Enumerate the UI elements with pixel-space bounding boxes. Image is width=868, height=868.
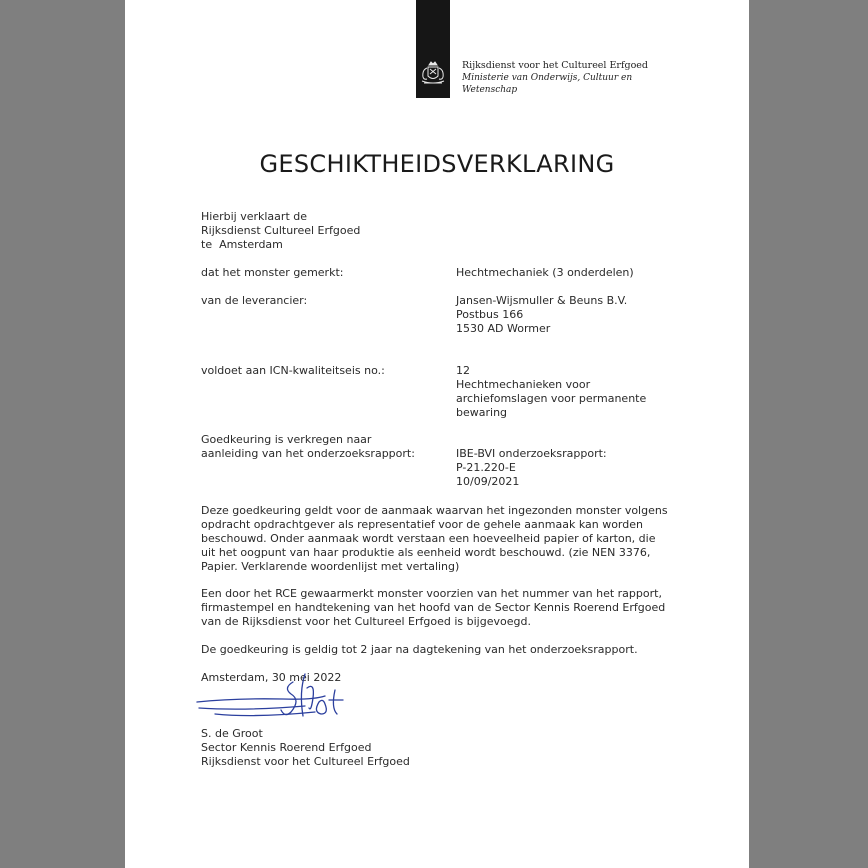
supplier-pobox: Postbus 166	[456, 308, 524, 321]
report-line-2: P-21.220-E	[456, 461, 516, 474]
approval-label-2: aanleiding van het onderzoeksrapport:	[201, 447, 415, 460]
signatory-name: S. de Groot	[201, 727, 263, 740]
requirement-number: 12	[456, 364, 470, 377]
intro-line-2: Rijksdienst Cultureel Erfgoed	[201, 224, 361, 237]
sample-value: Hechtmechaniek (3 onderdelen)	[456, 266, 634, 279]
approval-label-1: Goedkeuring is verkregen naar	[201, 433, 372, 446]
sample-label: dat het monster gemerkt:	[201, 266, 344, 279]
document-page	[125, 0, 749, 868]
document-title: GESCHIKTHEIDSVERKLARING	[259, 150, 615, 178]
handwritten-signature	[195, 668, 365, 728]
requirement-desc-2: archiefomslagen voor permanente	[456, 392, 647, 405]
ministry-line-1: Ministerie van Onderwijs, Cultuur en	[462, 73, 633, 83]
intro-line-3: te Amsterdam	[201, 238, 283, 251]
intro-line-1: Hierbij verklaart de	[201, 210, 307, 223]
report-line-1: IBE-BVI onderzoeksrapport:	[456, 447, 607, 460]
place-date: Amsterdam, 30 mei 2022	[201, 671, 342, 684]
supplier-name: Jansen-Wijsmuller & Beuns B.V.	[456, 294, 628, 307]
royal-crest-icon	[418, 58, 448, 90]
requirement-desc-1: Hechtmechanieken voor	[456, 378, 591, 391]
ministry-line-2: Wetenschap	[462, 85, 518, 95]
report-date: 10/09/2021	[456, 475, 520, 488]
supplier-label: van de leverancier:	[201, 294, 308, 307]
signatory-agency: Rijksdienst voor het Cultureel Erfgoed	[201, 755, 410, 768]
signatory-department: Sector Kennis Roerend Erfgoed	[201, 741, 372, 754]
logo-text	[462, 60, 648, 96]
supplier-city: 1530 AD Wormer	[456, 322, 551, 335]
agency-name: Rijksdienst voor het Cultureel Erfgoed	[462, 60, 648, 71]
paragraph-attached-sample: Een door het RCE gewaarmerkt monster voorzien van het nummer van het rapport, firmastempel en handtekening van het hoofd van de Sector Kennis Roerend Erfgoed van de Rijksdienst voor het Cultureel Erfgoed is bijgevoegd.	[201, 587, 666, 628]
requirement-label: voldoet aan ICN-kwaliteitseis no.:	[201, 364, 385, 377]
paragraph-validity-scope: Deze goedkeuring geldt voor de aanmaak waarvan het ingezonden monster volgens opdracht opdrachtgever als representatief voor de gehele aanmaak kan worden beschouwd. Onder aanmaak wordt verstaan een hoeveelheid papier of karton, die uit het oogpunt van haar produktie als eenheid wordt beschouwd. (zie NEN 3376, Papier. Verklarende woordenlijst met vertaling)	[201, 504, 668, 573]
requirement-desc-3: bewaring	[456, 406, 508, 419]
paragraph-validity-period: De goedkeuring is geldig tot 2 jaar na dagtekening van het onderzoeksrapport.	[201, 643, 638, 656]
logo-bar	[416, 0, 450, 98]
